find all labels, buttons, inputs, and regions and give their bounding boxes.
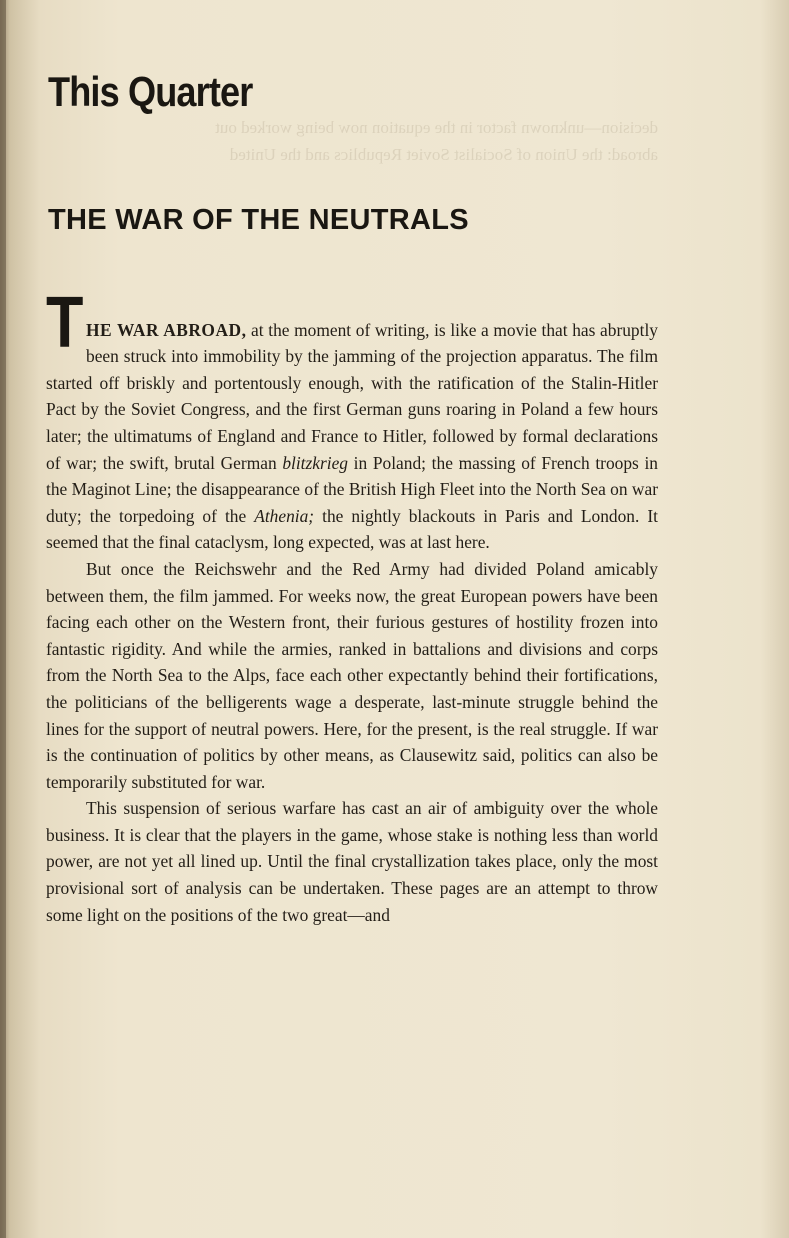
article-body <box>46 283 658 928</box>
paragraph-1-text-c: the nightly blackouts in Paris and London. It seemed that the final cataclysm, long expected, was at last here. <box>46 505 658 553</box>
paragraph-1-text-a: at the moment of writing, is like a movie that has abruptly been struck into immobility by the jamming of the projection apparatus. The film started off briskly and portentously enough, with the ratification of the Stalin-Hitler Pact by the Soviet Congress, and the first German guns roaring in Poland a few hours later; the ultimatums of England and France to Hitler, followed by formal declarations of war; the swift, brutal German <box>46 319 658 473</box>
italic-term-athenia: Athenia; <box>254 505 315 526</box>
show-through-text: abroad: the Union of Socialist Soviet Republics and the United <box>229 145 658 164</box>
section-label: This Quarter <box>48 68 253 115</box>
article-title: THE WAR OF THE NEUTRALS <box>48 204 469 236</box>
paragraph-1 <box>46 283 658 556</box>
show-through-text: decision—unknown factor in the equation now being worked out <box>215 118 658 137</box>
drop-cap: T <box>46 283 84 363</box>
paragraph-2: But once the Reichswehr and the Red Army had divided Poland amicably between them, the film jammed. For weeks now, the great European powers have been facing each other on the Western front, their furious gestures of hostility frozen into fantastic rigidity. And while the armies, ranked in battalions and divisions and corps from the North Sea to the Alps, face each other expectantly behind their fortifications, the politicians of the belligerents wage a desperate, last-minute struggle behind the lines for the support of neutral powers. Here, for the present, is the real struggle. If war is the continuation of politics by other means, as Clausewitz said, politics can also be temporarily substituted for war. <box>46 558 658 792</box>
paragraph-3: This suspension of serious warfare has cast an air of ambiguity over the whole business. It is clear that the players in the game, whose stake is nothing less than world power, are not yet all lined up. Until the final crystallization takes place, only the most provisional sort of analysis can be undertaken. These pages are an attempt to throw some light on the positions of the two great—and <box>46 798 658 925</box>
spine-shadow <box>0 0 6 1238</box>
lead-in-smallcaps: HE WAR ABROAD, <box>86 319 247 340</box>
paragraph-1-text-b: in Poland; the massing of French troops in the Maginot Line; the disappearance of the British High Fleet into the North Sea on war duty; the torpedoing of the <box>46 452 658 526</box>
italic-term-blitzkrieg: blitzkrieg <box>282 452 349 473</box>
